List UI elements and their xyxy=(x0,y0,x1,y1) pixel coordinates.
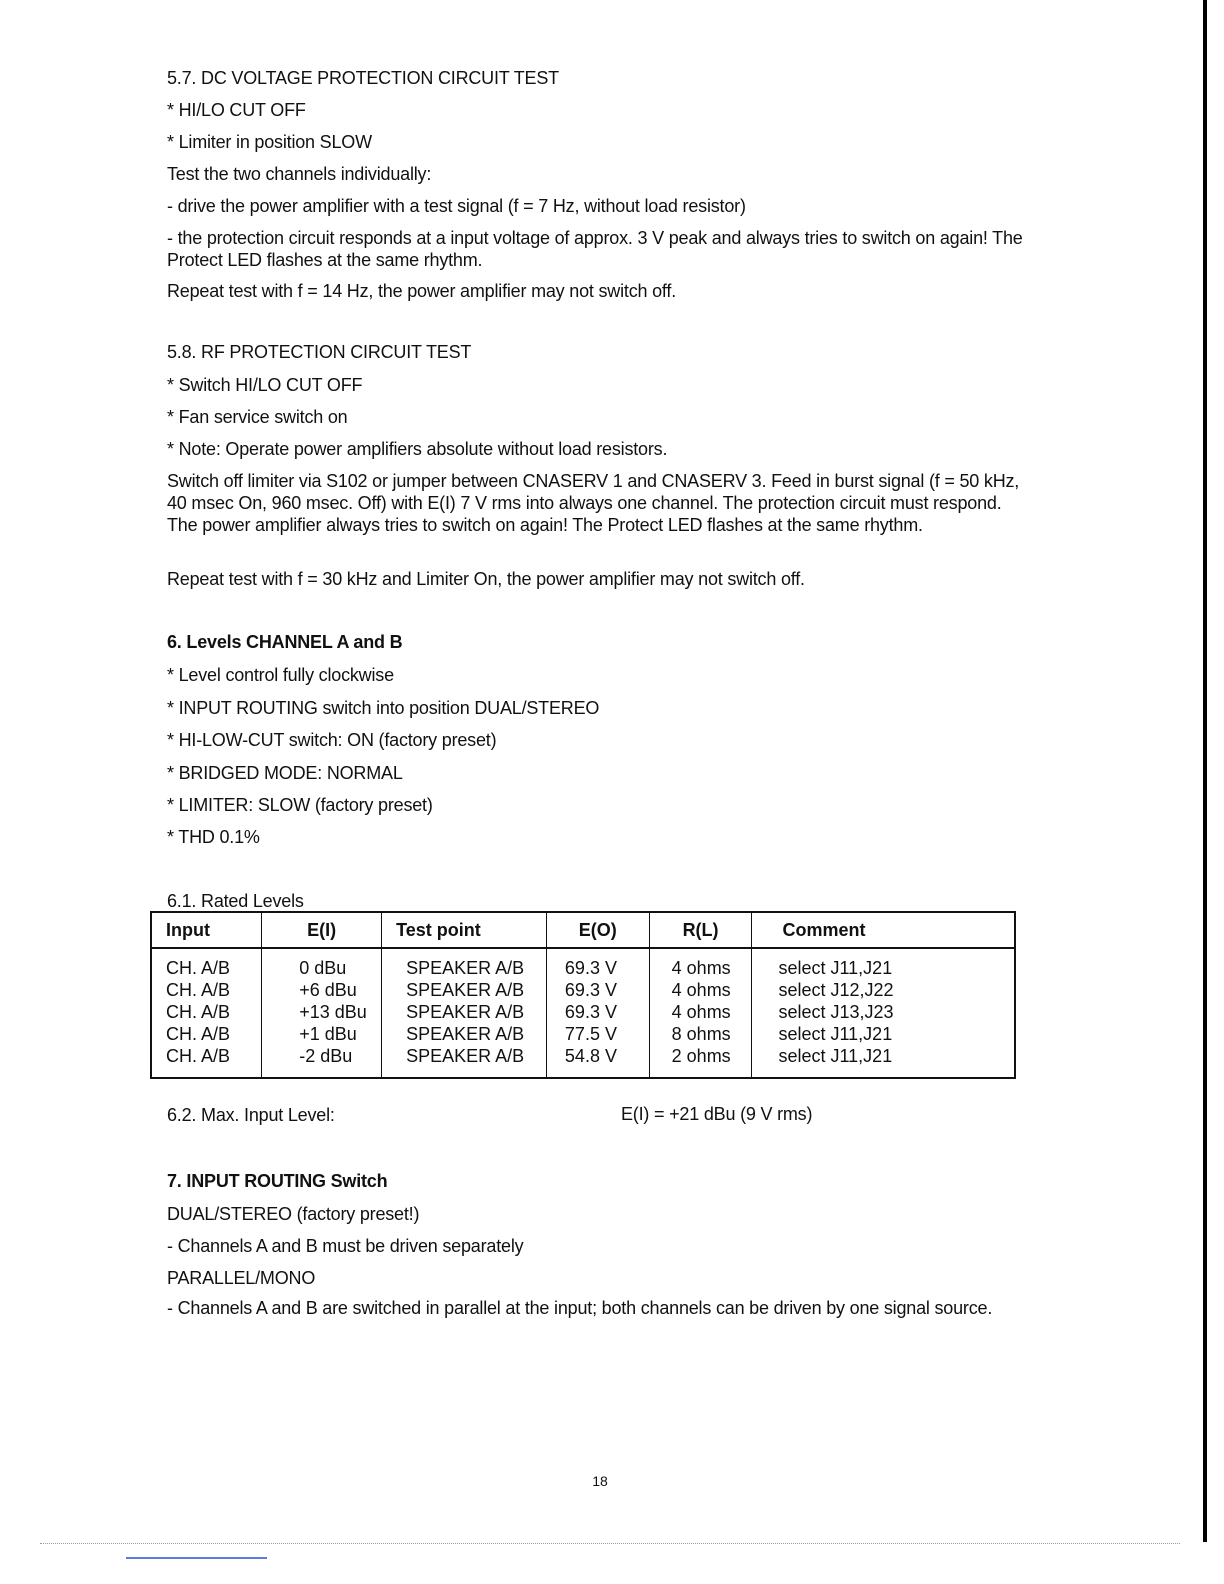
paragraph-repeat-30khz: Repeat test with f = 30 kHz and Limiter On, the power amplifier may not switch off. xyxy=(167,569,805,589)
section-7-title: 7. INPUT ROUTING Switch xyxy=(167,1171,388,1191)
paragraph-protection-responds: - the protection circuit responds at a input voltage of approx. 3 V peak and always tries to switch on again! The Protect LED flashes at the same rhythm. xyxy=(167,228,1023,270)
cell-input: CH. A/B xyxy=(151,1001,262,1023)
routing-parallel-mono-desc: - Channels A and B are switched in parallel at the input; both channels can be driven by one signal source. xyxy=(167,1298,993,1318)
cell-comment: select J11,J21 xyxy=(778,1046,893,1066)
header-e-o: E(O) xyxy=(546,912,649,948)
cell-input: CH. A/B xyxy=(151,948,262,979)
bullet-fan-service: * Fan service switch on xyxy=(167,407,348,427)
cell-r-l: 2 ohms xyxy=(649,1045,752,1078)
cell-comment: select J12,J22 xyxy=(778,980,894,1000)
cell-e-i: +6 dBu xyxy=(262,979,382,1001)
section-6-2-label: 6.2. Max. Input Level: xyxy=(167,1105,335,1125)
cell-r-l: 4 ohms xyxy=(649,948,752,979)
scan-artifact-line xyxy=(126,1557,267,1559)
section-6-title: 6. Levels CHANNEL A and B xyxy=(167,632,403,652)
cell-input: CH. A/B xyxy=(151,1045,262,1078)
cell-test-point: SPEAKER A/B xyxy=(382,1001,547,1023)
table-row xyxy=(151,1045,1015,1078)
cell-comment: select J11,J21 xyxy=(778,958,893,978)
scan-edge-bar xyxy=(1203,0,1207,1542)
cell-e-i: 0 dBu xyxy=(262,948,382,979)
routing-dual-stereo: DUAL/STEREO (factory preset!) xyxy=(167,1204,420,1224)
table-row xyxy=(151,1023,1015,1045)
cell-e-i: +13 dBu xyxy=(262,1001,382,1023)
bullet-thd: * THD 0.1% xyxy=(167,827,260,847)
header-test-point: Test point xyxy=(382,912,547,948)
section-6-1-title: 6.1. Rated Levels xyxy=(167,891,304,911)
bullet-hi-low-cut: * HI-LOW-CUT switch: ON (factory preset) xyxy=(167,730,497,750)
table-row xyxy=(151,979,1015,1001)
bullet-bridged-mode: * BRIDGED MODE: NORMAL xyxy=(167,763,403,783)
bullet-note-operate: * Note: Operate power amplifiers absolute without load resistors. xyxy=(167,439,668,459)
table-row xyxy=(151,1001,1015,1023)
cell-e-o: 54.8 V xyxy=(546,1045,649,1078)
page-bottom-divider xyxy=(40,1543,1180,1544)
bullet-limiter: * LIMITER: SLOW (factory preset) xyxy=(167,795,433,815)
cell-test-point: SPEAKER A/B xyxy=(382,1023,547,1045)
bullet-switch-hilo: * Switch HI/LO CUT OFF xyxy=(167,375,363,395)
routing-dual-stereo-desc: - Channels A and B must be driven separately xyxy=(167,1236,524,1256)
cell-test-point: SPEAKER A/B xyxy=(382,948,547,979)
cell-r-l: 4 ohms xyxy=(649,979,752,1001)
cell-comment: select J11,J21 xyxy=(778,1024,893,1044)
cell-e-o: 77.5 V xyxy=(546,1023,649,1045)
cell-e-i: -2 dBu xyxy=(262,1045,382,1078)
paragraph-repeat-14hz: Repeat test with f = 14 Hz, the power amplifier may not switch off. xyxy=(167,281,677,301)
section-5-7-title: 5.7. DC VOLTAGE PROTECTION CIRCUIT TEST xyxy=(167,68,559,88)
paragraph-drive-amplifier: - drive the power amplifier with a test signal (f = 7 Hz, without load resistor) xyxy=(167,196,746,216)
bullet-hilo-cut-off: * HI/LO CUT OFF xyxy=(167,100,306,120)
header-r-l: R(L) xyxy=(649,912,752,948)
header-input: Input xyxy=(151,912,262,948)
header-e-i: E(I) xyxy=(262,912,382,948)
rated-levels-table xyxy=(150,911,1016,1079)
header-comment: Comment xyxy=(752,912,1015,948)
bullet-level-control: * Level control fully clockwise xyxy=(167,665,394,685)
cell-test-point: SPEAKER A/B xyxy=(382,1045,547,1078)
cell-e-o: 69.3 V xyxy=(546,979,649,1001)
max-input-level-value: E(I) = +21 dBu (9 V rms) xyxy=(621,1104,813,1124)
paragraph-switch-off-limiter: Switch off limiter via S102 or jumper between CNASERV 1 and CNASERV 3. Feed in burst signal (f = 50 kHz, 40 msec On, 960 msec. Off) with E(I) 7 V rms into always one channel. The protection circuit must respond. The power amplifier always tries to switch on again! The Protect LED flashes at the same rhythm. xyxy=(167,471,1020,535)
section-5-8-title: 5.8. RF PROTECTION CIRCUIT TEST xyxy=(167,342,472,362)
cell-e-i: +1 dBu xyxy=(262,1023,382,1045)
bullet-input-routing: * INPUT ROUTING switch into position DUAL/STEREO xyxy=(167,698,600,718)
table-header-row xyxy=(151,912,1015,948)
cell-e-o: 69.3 V xyxy=(546,948,649,979)
cell-r-l: 8 ohms xyxy=(649,1023,752,1045)
cell-e-o: 69.3 V xyxy=(546,1001,649,1023)
cell-input: CH. A/B xyxy=(151,1023,262,1045)
routing-parallel-mono: PARALLEL/MONO xyxy=(167,1268,316,1288)
cell-comment: select J13,J23 xyxy=(778,1002,894,1022)
page-number: 18 xyxy=(592,1473,608,1489)
table-row xyxy=(151,948,1015,979)
paragraph-test-channels: Test the two channels individually: xyxy=(167,164,432,184)
cell-test-point: SPEAKER A/B xyxy=(382,979,547,1001)
cell-r-l: 4 ohms xyxy=(649,1001,752,1023)
cell-input: CH. A/B xyxy=(151,979,262,1001)
bullet-limiter-slow: * Limiter in position SLOW xyxy=(167,132,372,152)
